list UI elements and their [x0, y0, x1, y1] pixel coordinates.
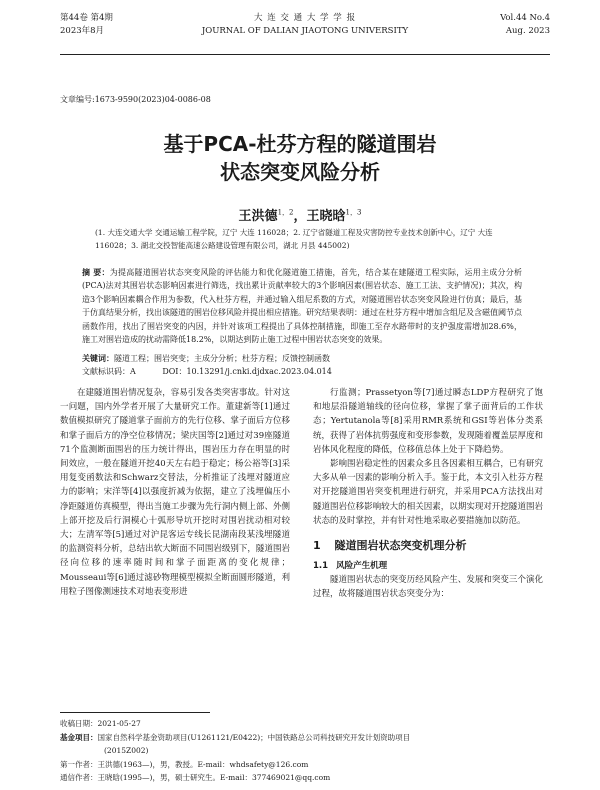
first-author-info: 第一作者：王洪德(1963—)，男，教授。E-mail：whdsafety@126.com — [60, 759, 309, 769]
volume-issue-en: Vol.44 No.4 — [500, 13, 550, 23]
fund-info-cont: (2015Z002) — [104, 746, 149, 755]
author-affil-sup: 1，2 — [277, 208, 294, 217]
footnote-divider — [60, 712, 210, 713]
abstract-label: 摘 要： — [82, 268, 110, 277]
fund-text: 国家自然科学基金资助项目(U1261121/E0422)；中国铁路总公司科技研究开发计划资助项目 — [97, 732, 411, 742]
section-heading — [313, 538, 543, 554]
author-name: 王洪德 — [238, 209, 278, 224]
received-date: 收稿日期：2021-05-27 — [60, 719, 141, 728]
keywords-text: 隧道工程；围岩突变；主成分分析；杜芬方程；反馈控制函数 — [114, 354, 330, 363]
volume-issue: 第44卷 第4期 — [60, 13, 113, 23]
body-paragraph: 影响围岩稳定性的因素众多且各因素相互耦合，已有研究大多从单一因素的影响分析入手。鉴于此，本文引入杜芬方程对开挖隧道围岩突变机理进行研究，并采用PCA方法找出对隧道围岩位移影响较大的相关因素，以期实现对开挖隧道围岩状态的及时掌控，并有针对性地采取必要措施加以防范。 — [313, 459, 543, 526]
author-name: 王晓晗 — [306, 209, 346, 224]
abstract — [82, 266, 522, 346]
subsection-title: 风险产生机理 — [336, 561, 388, 572]
title-line-1: 基于PCA-杜芬方程的隧道围岩 — [163, 132, 437, 156]
header-right — [500, 12, 550, 38]
header-center — [60, 12, 550, 38]
footnotes — [60, 717, 540, 785]
fund-label: 基金项目： — [60, 732, 98, 742]
affiliations: (1. 大连交通大学 交通运输工程学院，辽宁 大连 116028；2. 辽宁省隧道工程及灾害防控专业技术创新中心，辽宁 大连 116028；3. 湖北交投智能高速公路建设管理有限公司，湖北 月县 445002) — [95, 228, 493, 250]
article-meta — [82, 365, 522, 378]
body-column-right — [313, 386, 543, 601]
corresponding-author-info: 通信作者：王晓晗(1995—)，男，硕士研究生。E-mail：377469021@qq.com — [60, 773, 331, 782]
subsection-heading — [313, 559, 543, 573]
document-code: 文献标识码：A — [82, 367, 136, 376]
body-paragraph: 行监测；Prassetyon等[7]通过瞬态LDP方程研究了饱和地层沿隧道轴线的径向位移，掌握了掌子面背后的工作状态；Yertutanola等[8]采用RMR系统和GSI等岩体分类系统，获得了岩体抗剪强度和变形参数，发现随着覆盖层厚度和岩体风化程度的降低，位移值总体上处于下降趋势。 — [313, 388, 543, 455]
author-affil-sup: 1，3 — [345, 208, 362, 217]
author-separator: ， — [293, 209, 307, 224]
keywords — [82, 352, 522, 365]
title-line-2: 状态突变风险分析 — [220, 160, 380, 184]
journal-name-en: JOURNAL OF DALIAN JIAOTONG UNIVERSITY — [201, 26, 409, 36]
doi: DOI：10.13291/j.cnki.djdxac.2023.04.014 — [162, 367, 332, 376]
fund-info — [60, 731, 540, 745]
publication-date-en: Aug. 2023 — [505, 26, 550, 36]
article-number: 文章编号:1673-9590(2023)04-0086-08 — [60, 95, 211, 104]
body-paragraph: 在建隧道围岩情况复杂，容易引发各类突害事故。针对这一问题，国内外学者开展了大量研究工作。董建新等[1]通过数值模拟研究了隧道掌子面前方的先行位移、掌子面后方位移和掌子面后方的净空位移情况；梁庆国等[2]通过对39座隧道71个监测断面围岩的压力统计得出，围岩压力存在明显的时间效应，一般在隧道开挖40天左右趋于稳定；杨公裕等[3]采用复变函数法和Schwarz交替法，分析推证了浅埋对隧道应力的影响；宋洋等[4]以强度折减为依据，建立了浅埋偏压小净距隧道仿真模型，得出当施工步骤为先行洞内侧上部、外侧上部开挖及后行洞模心十弧形导坑开挖时对围岩扰动相对较大；左清军等[5]通过对沪昆客运专线长昆湖南段某浅埋隧道的监测资料分析，总结出软大断面不同围岩级别下，隧道围岩径向位移的速率随时间和掌子面距离的变化规律；Mousseaui等[6]通过滤砂物理模型模拟全断面圆形隧道，利用粒子图像测速技术对地表变形进 — [60, 388, 290, 597]
section-title: 隧道围岩状态突变机理分析 — [334, 539, 467, 553]
body-paragraph: 隧道围岩状态的突变历经风险产生、发展和突变三个演化过程，故将隧道围岩状态突变分为： — [313, 575, 543, 600]
abstract-text: 为提高隧道围岩状态突变风险的评估能力和优化隧道施工措施，首先，结合某在建隧道工程实际，运用主成分分析(PCA)法对其围岩状态影响因素进行筛选，找出累计贡献率较大的3个影响因素(围岩状态、施工工法、支护情况)；其次，构造3个影响因素耦合作用为参数，代入杜芬方程，并通过输入组尼系数的方式，对隧道围岩状态突变风险进行仿真；最后，基于仿真结果分析，找出该隧道的围岩位移风险并提出相应措施。研究结果表明：通过在杜芬方程中增加含组尼及含磁值阈节点函数作用，找出了围岩突变的内因，并针对该项工程提出了具体控制措施，即施工至存水路带时的支护强度需增加28.6%，施工对围岩造成的扰动需降低18.2%，以期达到防止施工过程中围岩状态突变的效果。 — [82, 268, 522, 345]
keywords-label: 关键词： — [82, 354, 114, 363]
section-number: 1 — [313, 539, 321, 553]
paper-title — [0, 130, 600, 186]
body-column-left — [60, 386, 290, 599]
author-list — [0, 205, 600, 224]
publication-date: 2023年8月 — [60, 26, 105, 36]
subsection-number: 1.1 — [313, 561, 329, 572]
running-header — [60, 10, 550, 55]
journal-name-cn: 大 连 交 通 大 学 学 报 — [254, 13, 356, 23]
